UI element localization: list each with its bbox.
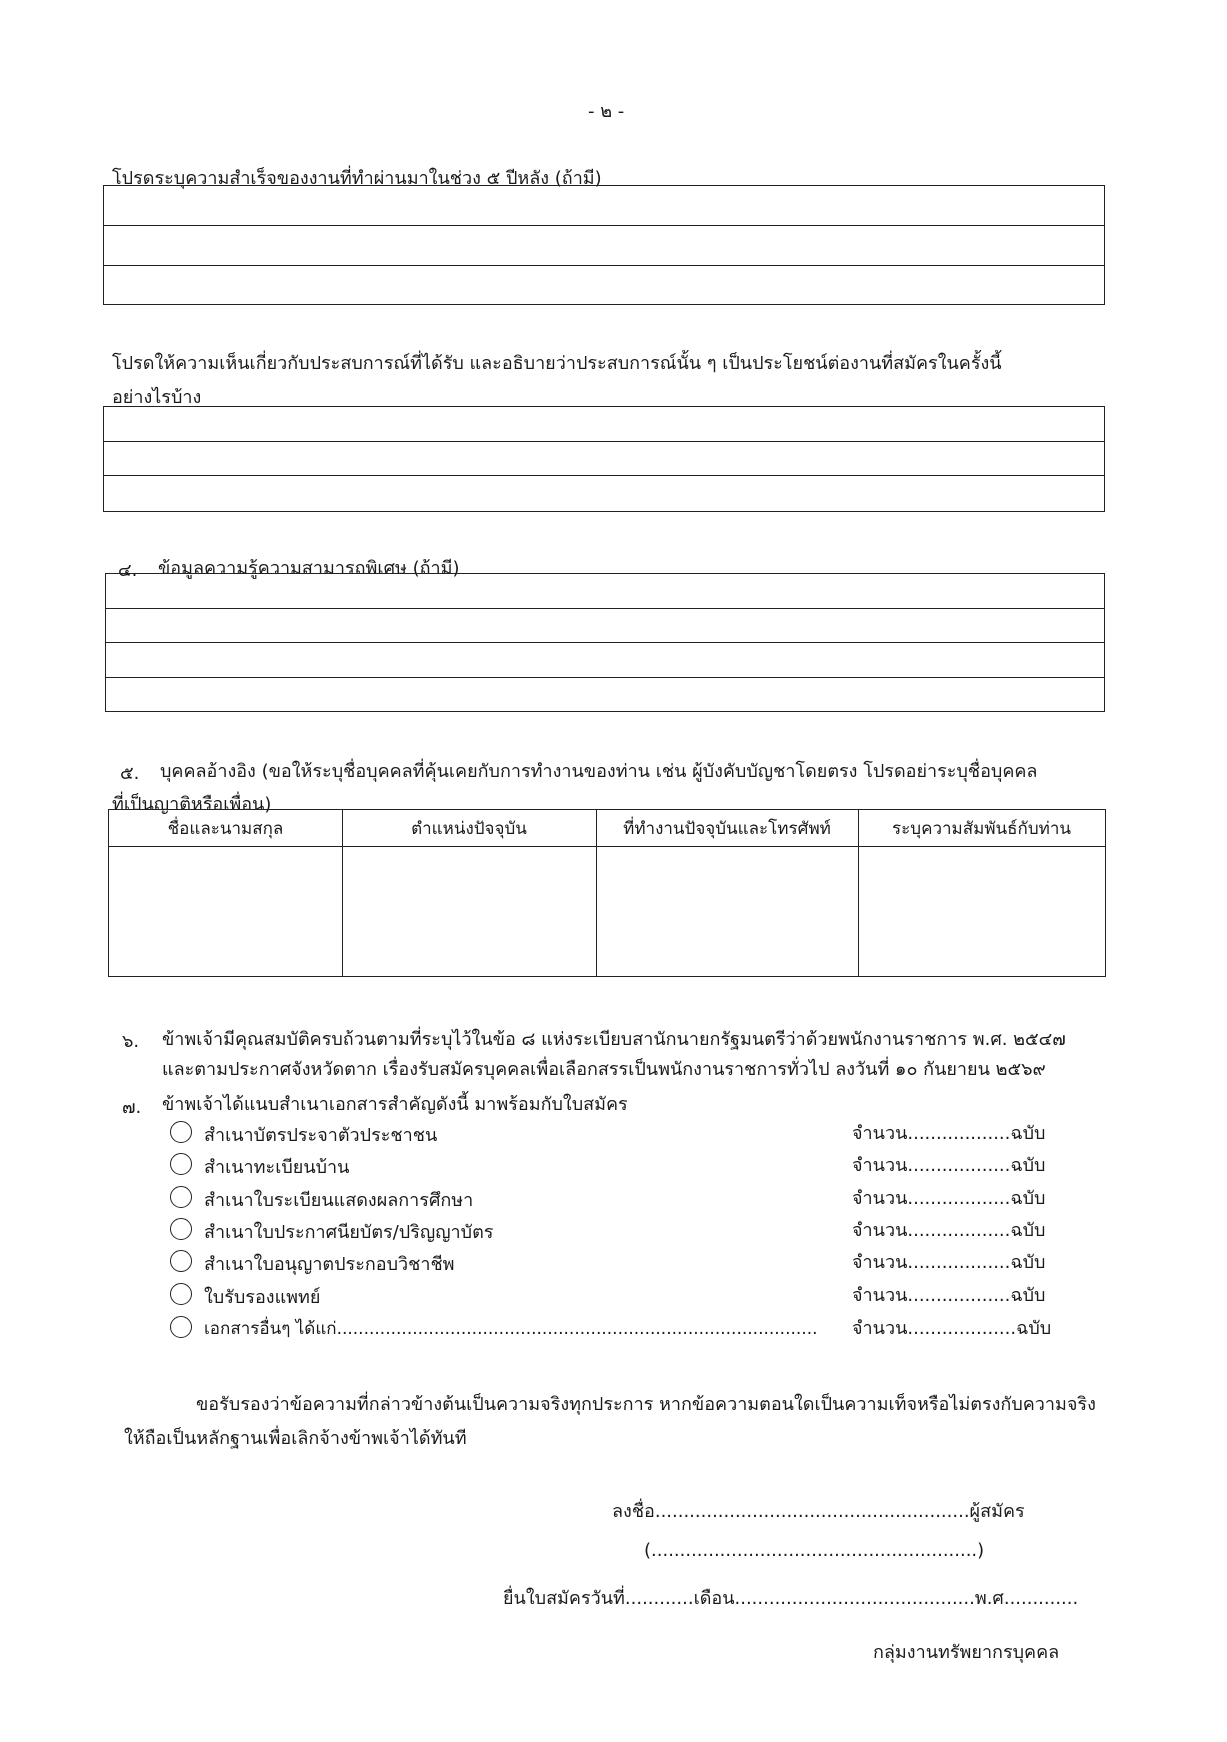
certification-line2: ให้ถือเป็นหลักฐานเพื่อเลิกจ้างข้าพเจ้าได้ทันที xyxy=(124,1428,467,1449)
attachment-checkbox[interactable] xyxy=(170,1316,192,1338)
experience-row-divider xyxy=(104,475,1104,476)
references-table xyxy=(108,809,1106,977)
attachments-number: ๗. xyxy=(122,1097,142,1118)
references-cell-position[interactable] xyxy=(343,847,596,976)
attachment-label: สำเนาใบประกาศนียบัตร/ปริญญาบัตร xyxy=(204,1222,494,1243)
signature-line[interactable]: ลงชื่อ.......................................................ผู้สมัคร xyxy=(612,1501,1025,1522)
experience-heading-line1: โปรดให้ความเห็นเกี่ยวกับประสบการณ์ที่ได้รับ และอธิบายว่าประสบการณ์นั้น ๆ เป็นประโยชน์ต่องานที่สมัครในครั้งนี้ xyxy=(112,353,1002,374)
special-skills-number: ๔. xyxy=(118,560,138,581)
achievements-row-divider xyxy=(104,265,1104,266)
references-col-header-name: ชื่อและนามสกุล xyxy=(167,819,284,839)
attachment-label: สำเนาบัตรประจาตัวประชาชน xyxy=(204,1125,438,1146)
qualification-number: ๖. xyxy=(122,1031,140,1052)
references-cell-relationship[interactable] xyxy=(859,847,1105,976)
attachment-count[interactable]: จำนวน..................ฉบับ xyxy=(852,1285,1046,1306)
application-date-line[interactable]: ยื่นใบสมัครวันที่............เดือน..........................................พ.ศ............. xyxy=(503,1588,1079,1609)
references-cell-workplace[interactable] xyxy=(597,847,858,976)
page-number: - ๒ - xyxy=(588,101,625,122)
attachment-label: สำเนาใบอนุญาตประกอบวิชาชีพ xyxy=(204,1254,455,1275)
signature-name-line[interactable]: (.........................................................) xyxy=(644,1540,985,1561)
special-skills-row-divider xyxy=(106,677,1104,678)
certification-line1: ขอรับรองว่าข้อความที่กล่าวข้างต้นเป็นความจริงทุกประการ หากข้อความตอนใดเป็นความเท็จหรือไม่ตรงกับความจริง xyxy=(196,1394,1096,1415)
attachments-heading: ข้าพเจ้าได้แนบสำเนาเอกสารสำคัญดังนี้ มาพร้อมกับใบสมัคร xyxy=(162,1094,628,1115)
references-heading-line2: ที่เป็นญาติหรือเพื่อน) xyxy=(112,794,272,815)
attachment-count[interactable]: จำนวน..................ฉบับ xyxy=(852,1188,1046,1209)
department-footer: กลุ่มงานทรัพยากรบุคคล xyxy=(873,1642,1060,1663)
attachment-count[interactable]: จำนวน..................ฉบับ xyxy=(852,1252,1046,1273)
references-col-header-relationship: ระบุความสัมพันธ์กับท่าน xyxy=(892,819,1071,839)
attachment-checkbox[interactable] xyxy=(170,1283,192,1305)
references-col-header-workplace: ที่ทำงานปัจจุบันและโทรศัพท์ xyxy=(623,819,831,839)
attachment-label: สำเนาใบระเบียนแสดงผลการศึกษา xyxy=(204,1190,474,1211)
qualification-line1: ข้าพเจ้ามีคุณสมบัติครบถ้วนตามที่ระบุไว้ในข้อ ๘ แห่งระเบียบสานักนายกรัฐมนตรีว่าด้วยพนักงานราชการ พ.ศ. ๒๕๔๗ xyxy=(162,1029,1066,1050)
special-skills-heading: ข้อมูลความรู้ความสามารถพิเศษ (ถ้ามี) xyxy=(158,558,460,579)
attachment-checkbox[interactable] xyxy=(170,1153,192,1175)
achievements-row-divider xyxy=(104,225,1104,226)
attachment-label: สำเนาทะเบียนบ้าน xyxy=(204,1157,350,1178)
achievements-box[interactable] xyxy=(103,185,1105,305)
attachment-count[interactable]: จำนวน..................ฉบับ xyxy=(852,1155,1046,1176)
experience-heading-line2: อย่างไรบ้าง xyxy=(112,387,202,408)
special-skills-box[interactable] xyxy=(105,573,1105,712)
attachment-checkbox[interactable] xyxy=(170,1186,192,1208)
qualification-line2: และตามประกาศจังหวัดตาก เรื่องรับสมัครบุคคลเพื่อเลือกสรรเป็นพนักงานราชการทั่วไป ลงวันที่ ๑๐ กันยายน ๒๕๖๙ xyxy=(162,1059,1046,1080)
experience-row-divider xyxy=(104,441,1104,442)
references-number: ๕. xyxy=(120,763,140,784)
attachment-count[interactable]: จำนวน...................ฉบับ xyxy=(852,1318,1052,1339)
attachment-checkbox[interactable] xyxy=(170,1250,192,1272)
references-heading-line1: บุคคลอ้างอิง (ขอให้ระบุชื่อบุคคลที่คุ้นเคยกับการทำงานของท่าน เช่น ผู้บังคับบัญชาโดยตรง โปรดอย่าระบุชื่อบุคคล xyxy=(160,761,1038,782)
attachment-checkbox[interactable] xyxy=(170,1121,192,1143)
references-col-header-position: ตำแหน่งปัจจุบัน xyxy=(411,819,527,839)
special-skills-row-divider xyxy=(106,642,1104,643)
attachment-count[interactable]: จำนวน..................ฉบับ xyxy=(852,1123,1046,1144)
attachment-checkbox[interactable] xyxy=(170,1218,192,1240)
experience-box[interactable] xyxy=(103,406,1105,512)
attachment-label[interactable]: เอกสารอื่นๆ ได้แก่......................................................................................... xyxy=(204,1319,818,1339)
special-skills-row-divider xyxy=(106,608,1104,609)
achievements-heading: โปรดระบุความสำเร็จของงานที่ทำผ่านมาในช่วง ๕ ปีหลัง (ถ้ามี) xyxy=(112,168,602,189)
references-cell-name[interactable] xyxy=(109,847,342,976)
attachment-count[interactable]: จำนวน..................ฉบับ xyxy=(852,1220,1046,1241)
attachment-label: ใบรับรองแพทย์ xyxy=(204,1287,321,1308)
